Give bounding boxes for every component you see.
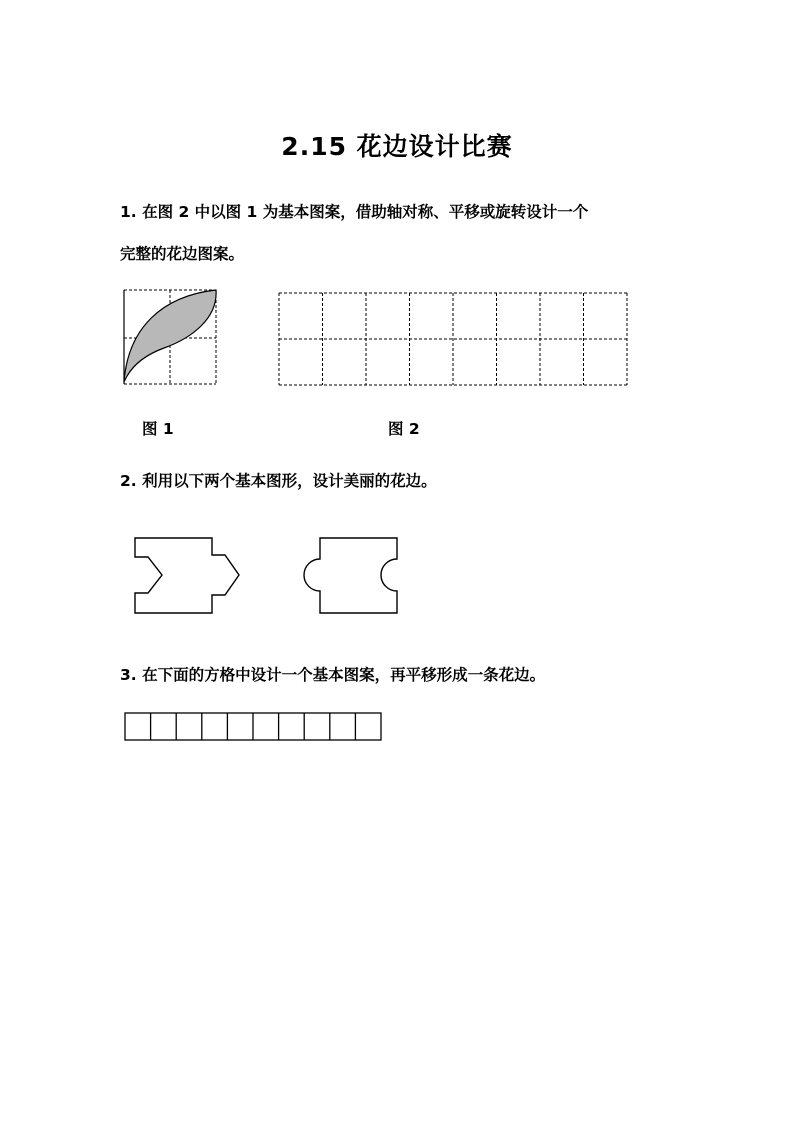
page-title: 2.15 花边设计比赛 (281, 132, 513, 161)
semicircle-puzzle-shape (300, 535, 400, 617)
arrow-puzzle-shape (130, 535, 245, 617)
leaf-shape (124, 290, 216, 382)
figure-2-dashed-grid (278, 292, 630, 388)
question-2-text: 2. 利用以下两个基本图形，设计美丽的花边。 (120, 472, 437, 490)
question-1-line-2: 完整的花边图案。 (120, 245, 245, 263)
figure-2-caption: 图 2 (388, 420, 420, 438)
question-3-text: 3. 在下面的方格中设计一个基本图案，再平移形成一条花边。 (120, 666, 546, 684)
figure-1-caption: 图 1 (142, 420, 174, 438)
question-1-line-1: 1. 在图 2 中以图 1 为基本图案，借助轴对称、平移或旋转设计一个 (120, 203, 589, 221)
figure-1-leaf-grid (122, 288, 218, 386)
ten-square-grid[interactable] (124, 712, 384, 742)
